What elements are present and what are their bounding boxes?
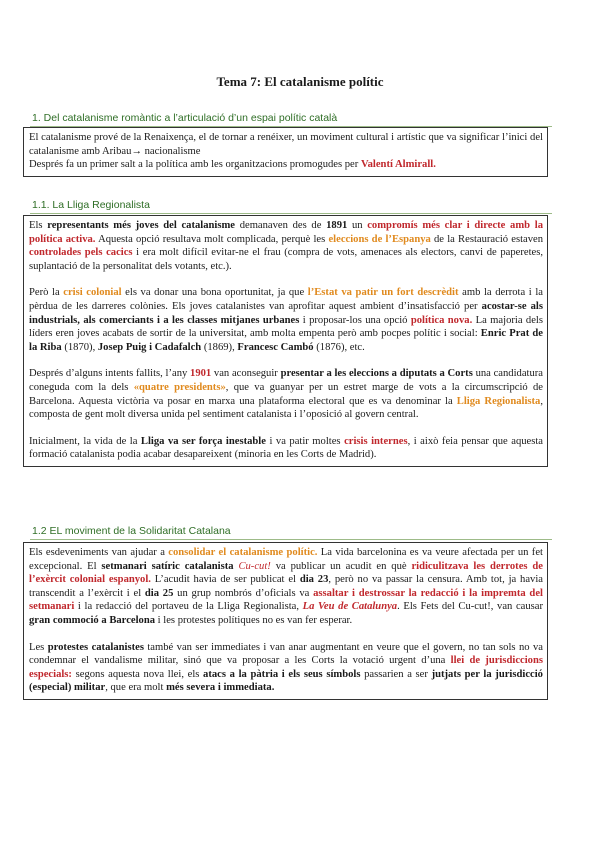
- page-title: Tema 7: El catalanisme polític: [216, 74, 384, 89]
- section-heading-1: 1. Del catalanisme romàntic a l’articulació d’un espai polític català: [30, 112, 552, 127]
- paragraph: Però la crisi colonial els va donar una bona oportunitat, ja que l’Estat va patir un fort descrèdit amb la derrota i la pèrdua de les darreres colònies. Els joves catalanistes van aprofitar aquest ambient d’insatisfacció per acostar-se als industrials, als comerciants i a les classes mitjanes urbanes i proposar-los una opció política nova. La majoria dels líders eren joves acabats de sortir de la universitat, amb molta empenta però amb pocpes polític i social: Enric Prat de la Riba (1870), Josep Puig i Cadafalch (1869), Francesc Cambó (1876), etc.: [29, 287, 543, 353]
- paragraph: Després d’alguns intents fallits, l’any 1901 van aconseguir presentar a les eleccions a diputats a Corts una candidatura coneguda com la dels «quatre presidents», que va guanyar per un estret marge de vots a la circumscripció de Barcelona. Aquesta victòria va posar en marxa una plataforma electoral que es va denominar la Lliga Regionalista, composta de gent molt diversa unida pel sentiment catalanista i l’oposició al govern central.: [29, 368, 544, 421]
- paragraph: Els esdeveniments van ajudar a consolidar el catalanisme polític. La vida barcelonina es va veure afectada per un fet excepcional. El setmanari satíric catalanista Cu-cut! va publicar un acudit en què ridiculitzava les derrotes de l’exèrcit colonial espanyol. L’acudit havia de ser publicat el dia 23, però no va passar la censura. Amb tot, ja havia transcendit a l’exèrcit i el dia 25 un grup nombrós d’oficials va assaltar i destrossar la redacció i la impremta del setmanari i la redacció del portaveu de la Lliga Regionalista, La Veu de Catalunya. Els Fets del Cu-cut!, van causar gran commoció a Barcelona i les protestes polítiques no es van fer esperar.: [29, 547, 544, 626]
- section-heading-1-1: 1.1. La Lliga Regionalista: [30, 199, 552, 214]
- text-box-intro: [23, 127, 548, 177]
- section-heading-1-2: 1.2 EL moviment de la Solidaritat Catalana: [30, 525, 552, 540]
- paragraph: Inicialment, la vida de la Lliga va ser força inestable i va patir moltes crisis internes, i això feia pensar que aquesta formació catalanista podia acabar desapareixent (minoria en les Corts de Madrid).: [29, 435, 544, 461]
- text-box-lliga: [23, 215, 548, 467]
- paragraph: Els representants més joves del catalanisme demanaven des de 1891 un compromís més clar i directe amb la política activa. Aquesta opció resultava molt complicada, perquè les eleccions de l’Espanya de la Restauració estaven controlades pels cacics i era molt difícil evitar-ne el frau (compra de vots, amenaces als electors, canvi de paperetes, suplantació de la personalitat dels votants, etc.).: [29, 220, 544, 272]
- text-box-solidaritat: [23, 542, 548, 700]
- paragraph: Les protestes catalanistes també van ser immediates i van anar augmentant en veure que el govern, no tan sols no va condemnar el vandalisme militar, sinó que va proposar a les Corts la votació urgent d’una llei de jurisdiccions especials: segons aquesta nova llei, els atacs a la pàtria i els seus símbols passarien a ser jutjats per la jurisdicció (especial) militar, que era molt més severa i immediata.: [29, 641, 543, 694]
- paragraph: El catalanisme prové de la Renaixença, el de tornar a renéixer, un moviment cultural i artístic que va significar l’inici del catalanisme amb Aribau→ nacionalisme Després fa un primer salt a la política amb les organitzacions promogudes per Valentí Almirall.: [29, 132, 543, 171]
